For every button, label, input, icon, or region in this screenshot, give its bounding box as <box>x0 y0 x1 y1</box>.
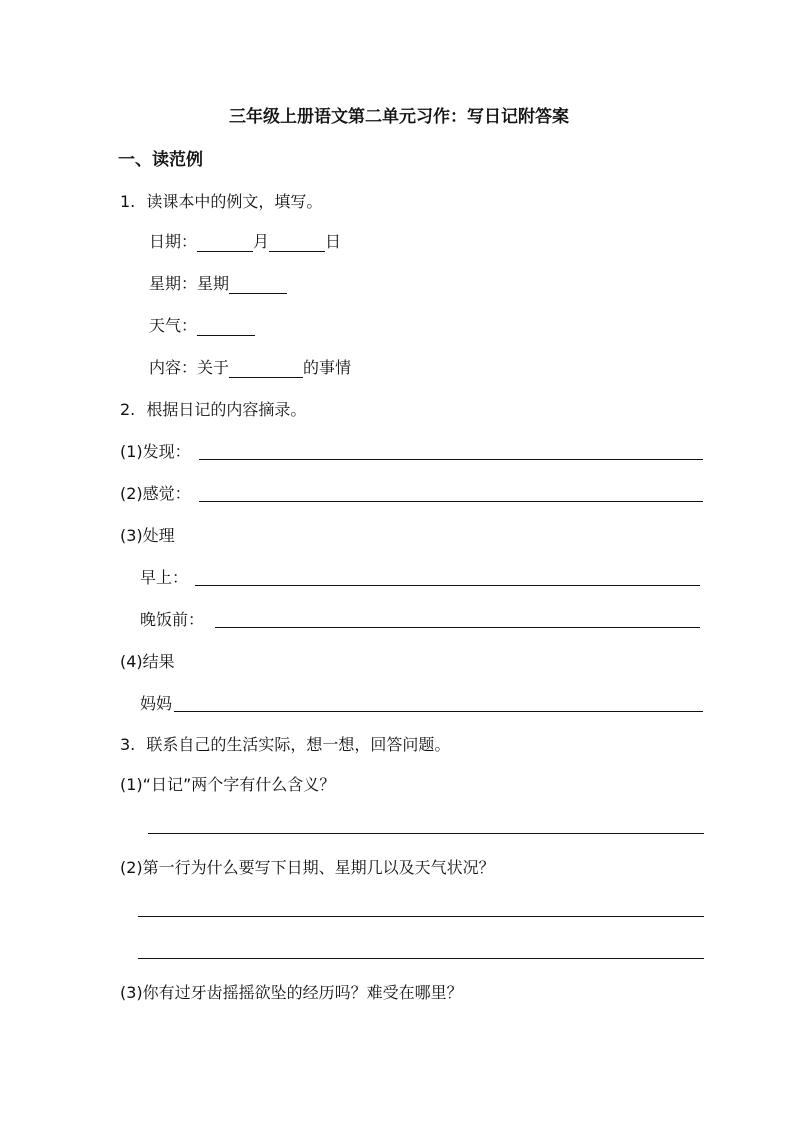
question-1-number: 1. <box>120 192 136 211</box>
weekday-prefix: 星期 <box>197 274 230 293</box>
section-heading: 一、读范例 <box>118 150 203 170</box>
date-row <box>149 232 341 252</box>
day-blank[interactable] <box>269 236 325 252</box>
morning-line[interactable] <box>195 585 700 586</box>
weather-blank[interactable] <box>197 320 255 336</box>
page-title: 三年级上册语文第二单元习作：写日记附答案 <box>229 107 569 127</box>
feeling-line[interactable] <box>199 501 703 502</box>
question-3-sub3: (3)你有过牙齿摇摇欲坠的经历吗？难受在哪里？ <box>120 983 463 1002</box>
mom-line[interactable] <box>174 711 703 712</box>
result-label: (4)结果 <box>120 652 175 671</box>
morning-label: 早上： <box>140 568 189 587</box>
question-3-sub1: (1)“日记”两个字有什么含义？ <box>120 775 336 794</box>
day-label: 日 <box>325 232 342 251</box>
month-label: 月 <box>253 232 270 251</box>
date-label: 日期： <box>149 232 198 251</box>
question-3-sub2: (2)第一行为什么要写下日期、星期几以及天气状况？ <box>120 858 495 877</box>
content-suffix: 的事情 <box>303 358 352 377</box>
weather-label: 天气： <box>149 316 198 335</box>
content-blank[interactable] <box>229 362 303 378</box>
before-dinner-line[interactable] <box>215 627 700 628</box>
month-blank[interactable] <box>197 236 253 252</box>
sub2-answer-line-2[interactable] <box>138 958 704 959</box>
before-dinner-label: 晚饭前： <box>140 610 205 629</box>
weekday-blank[interactable] <box>229 278 287 294</box>
discover-line[interactable] <box>199 459 703 460</box>
question-2 <box>120 400 306 420</box>
sub1-answer-line[interactable] <box>148 833 704 834</box>
question-3 <box>120 735 450 755</box>
content-row <box>149 358 351 378</box>
question-3-prompt: 联系自己的生活实际，想一想，回答问题。 <box>146 735 451 754</box>
content-label: 内容：关于 <box>149 358 230 377</box>
discover-label: (1)发现： <box>120 442 191 461</box>
mom-label: 妈妈 <box>140 694 173 713</box>
weather-row <box>149 316 255 336</box>
question-2-prompt: 根据日记的内容摘录。 <box>146 400 307 419</box>
question-2-number: 2. <box>120 400 136 419</box>
handling-label: (3)处理 <box>120 526 175 545</box>
sub2-answer-line-1[interactable] <box>138 916 704 917</box>
question-1-prompt: 读课本中的例文，填写。 <box>146 192 323 211</box>
weekday-label: 星期： <box>149 274 198 293</box>
feeling-label: (2)感觉： <box>120 484 191 503</box>
question-1 <box>120 192 322 212</box>
question-3-number: 3. <box>120 735 136 754</box>
weekday-row <box>149 274 287 294</box>
